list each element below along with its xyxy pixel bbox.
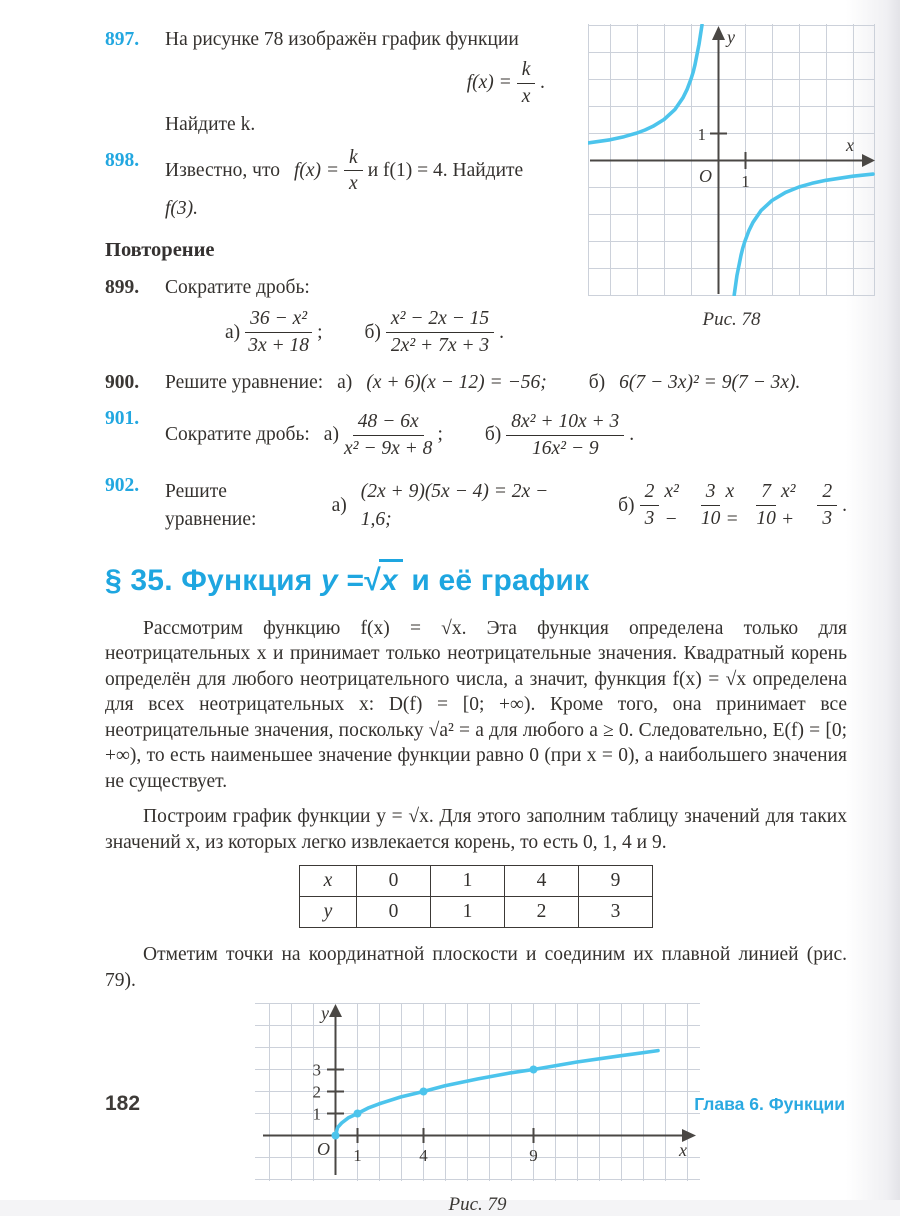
problem-902 — [105, 472, 847, 538]
item-label: а) — [225, 321, 241, 343]
figure-caption: Рис. 78 — [702, 309, 761, 330]
x-tick-label-9: 9 — [529, 1146, 538, 1166]
problem-text: Сократите дробь: — [165, 277, 310, 299]
fraction — [701, 481, 721, 530]
x-axis-label: x — [846, 135, 854, 155]
fraction-numerator: x² − 2x − 15 — [386, 308, 494, 333]
y-axis-label: y — [727, 27, 735, 47]
formula-lhs: f(x) = — [293, 159, 340, 181]
fraction-numerator: k — [517, 59, 536, 84]
y-tick-label-1: 1 — [312, 1104, 321, 1124]
problem-line — [165, 478, 847, 534]
equation-segment: x² + — [780, 480, 796, 530]
x-tick-label-4: 4 — [419, 1146, 428, 1166]
problem-900 — [105, 369, 847, 397]
origin-label: O — [317, 1139, 330, 1160]
problem-body — [165, 405, 847, 464]
y-tick-label: 1 — [697, 125, 706, 144]
page-content — [105, 26, 854, 1216]
fraction-numerator: 2 — [640, 481, 660, 506]
separator: ; — [317, 321, 323, 343]
problem-text: и f(1) = 4. Найдите — [367, 159, 524, 181]
equation-segment: x² − — [664, 480, 679, 530]
problem-body — [165, 369, 847, 397]
problem-text: Найдите k. — [165, 113, 256, 135]
problem-number: 902. — [105, 474, 140, 496]
fraction-denominator: x² − 9x + 8 — [343, 437, 433, 459]
item-label: а) — [337, 371, 353, 393]
radical-sign: √ — [364, 563, 381, 597]
formula-period: . — [540, 72, 546, 94]
fraction-denominator: 10 — [700, 508, 721, 530]
axis-y-arrow — [712, 26, 725, 40]
fraction-numerator: 8x² + 10x + 3 — [506, 411, 624, 436]
equals-sign: = — [346, 563, 365, 597]
chapter-title: Глава 6. Функции — [694, 1094, 845, 1114]
separator: ; — [437, 424, 443, 446]
x-tick-label-1: 1 — [353, 1146, 362, 1166]
axis-x-arrow — [862, 154, 875, 167]
value-table — [299, 865, 653, 928]
fraction — [640, 481, 660, 530]
fraction-denominator: 10 — [756, 508, 776, 530]
item-label: б) — [364, 321, 381, 343]
fraction-denominator: 2x² + 7x + 3 — [390, 335, 490, 357]
y-axis-label: y — [321, 1003, 329, 1024]
fraction — [817, 481, 837, 530]
figure-caption: Рис. 79 — [448, 1194, 507, 1216]
hyperbola-graph — [588, 24, 875, 296]
fraction-denominator: x — [521, 85, 531, 107]
table-cell: 0 — [357, 897, 431, 928]
variable-x-under-radical: x — [379, 559, 403, 597]
paragraph: Отметим точки на координатной плоскости и соединим их плавной линией (рис. 79). — [105, 944, 847, 991]
fraction-numerator: 48 − 6x — [353, 411, 424, 436]
item-label: б) — [588, 371, 606, 393]
item-label: а) — [323, 424, 339, 446]
problem-text: На рисунке 78 изображён график функции — [165, 29, 519, 50]
problem-901 — [105, 405, 847, 464]
table-row-x — [300, 866, 653, 897]
fraction-numerator: k — [344, 147, 363, 172]
table-cell: 1 — [431, 866, 505, 897]
fraction — [344, 411, 432, 460]
item-label: а) — [331, 494, 347, 516]
x-tick-label: 1 — [741, 172, 750, 191]
formula-lhs: f(x) = — [466, 72, 512, 94]
fraction-numerator: 2 — [817, 481, 837, 506]
fraction-denominator: 3 — [644, 508, 655, 530]
fraction — [386, 308, 494, 357]
equation-segment: x = — [725, 480, 739, 530]
fraction — [245, 308, 312, 357]
equation: (2x + 9)(5x − 4) = 2x − 1,6; — [360, 480, 549, 530]
table-cell: 0 — [357, 866, 431, 897]
separator: . — [499, 321, 505, 343]
problem-number: 900. — [105, 371, 140, 393]
separator: . — [629, 424, 635, 446]
fraction-denominator: 3x + 18 — [248, 335, 310, 357]
equation: 6(7 − 3x)² = 9(7 − 3x). — [619, 371, 801, 393]
table-cell: 2 — [505, 897, 579, 928]
problem-text: f(3). — [165, 198, 199, 220]
page-number: 182 — [105, 1092, 141, 1115]
section-heading-suffix: и её график — [411, 563, 590, 597]
item-label: б) — [618, 494, 635, 516]
data-point-9-3 — [530, 1066, 538, 1074]
paragraph: Построим график функции y = √x. Для этого заполним таблицу значений для таких значений x, из которых легко извлекается корень, то есть 0, 1, 4 и 9. — [105, 806, 847, 853]
x-axis-label: x — [679, 1140, 687, 1161]
fraction-numerator: 7 — [756, 481, 776, 506]
top-section — [105, 26, 854, 361]
figure-78 — [588, 24, 875, 331]
problem-text: Сократите дробь: — [165, 424, 310, 446]
origin-label: O — [699, 166, 712, 186]
y-tick-label-2: 2 — [312, 1082, 321, 1102]
fraction-denominator: 16x² − 9 — [531, 437, 599, 459]
page-footer — [105, 1092, 845, 1116]
fraction-numerator: 3 — [701, 481, 721, 506]
fraction-numerator: 36 − x² — [245, 308, 312, 333]
problem-number: 901. — [105, 407, 140, 429]
problem-line — [165, 369, 847, 397]
problem-number: 898. — [105, 149, 140, 171]
table-cell: 1 — [431, 897, 505, 928]
section-heading-prefix: § 35. Функция — [105, 563, 313, 597]
table-row-y — [300, 897, 653, 928]
problem-text: Решите уравнение: — [165, 480, 257, 530]
fraction-denominator: x — [349, 173, 358, 195]
problem-text: Решите уравнение: — [165, 371, 324, 393]
problem-body — [165, 472, 847, 538]
fraction — [506, 411, 624, 460]
problem-text: Известно, что — [165, 159, 280, 181]
problem-line — [165, 411, 847, 460]
fraction — [756, 481, 776, 530]
table-cell: 9 — [579, 866, 653, 897]
equation: (x + 6)(x − 12) = −56; — [366, 371, 547, 393]
hyperbola-branch-upper — [588, 25, 702, 143]
fraction — [517, 59, 536, 108]
fraction — [344, 147, 363, 196]
table-header-y: y — [300, 897, 357, 928]
item-label: б) — [484, 424, 502, 446]
data-point-0-0 — [332, 1132, 340, 1140]
problem-number: 899. — [105, 277, 140, 299]
table-cell: 4 — [505, 866, 579, 897]
y-tick-label-3: 3 — [312, 1060, 321, 1080]
variable-y: y — [321, 563, 338, 597]
problem-number: 897. — [105, 29, 140, 50]
table-cell: 3 — [579, 897, 653, 928]
axis-y-arrow — [329, 1004, 342, 1017]
paragraph: Рассмотрим функцию f(x) = √x. Эта функция определена только для неотрицательных x и принимает только неотрицательные значения. Квадратный корень определён для любого неотрицательного числа, а значит, функция f(x) = √x определена для всех неотрицательных x: D(f) = [0; +∞). Кроме того, она принимает все неотрицательные значения, поскольку √a² = a для любого a ≥ 0. Следовательно, E(f) = [0; +∞), то есть наименьшее значение функции равно 0 (при x = 0), а наибольшего значения не существует. — [105, 617, 847, 792]
table-header-x: x — [300, 866, 357, 897]
hyperbola-branch-lower — [734, 174, 873, 295]
fraction-denominator: 3 — [822, 508, 833, 530]
section-heading — [105, 564, 847, 598]
separator: . — [842, 494, 848, 516]
review-heading: Повторение — [105, 239, 215, 262]
